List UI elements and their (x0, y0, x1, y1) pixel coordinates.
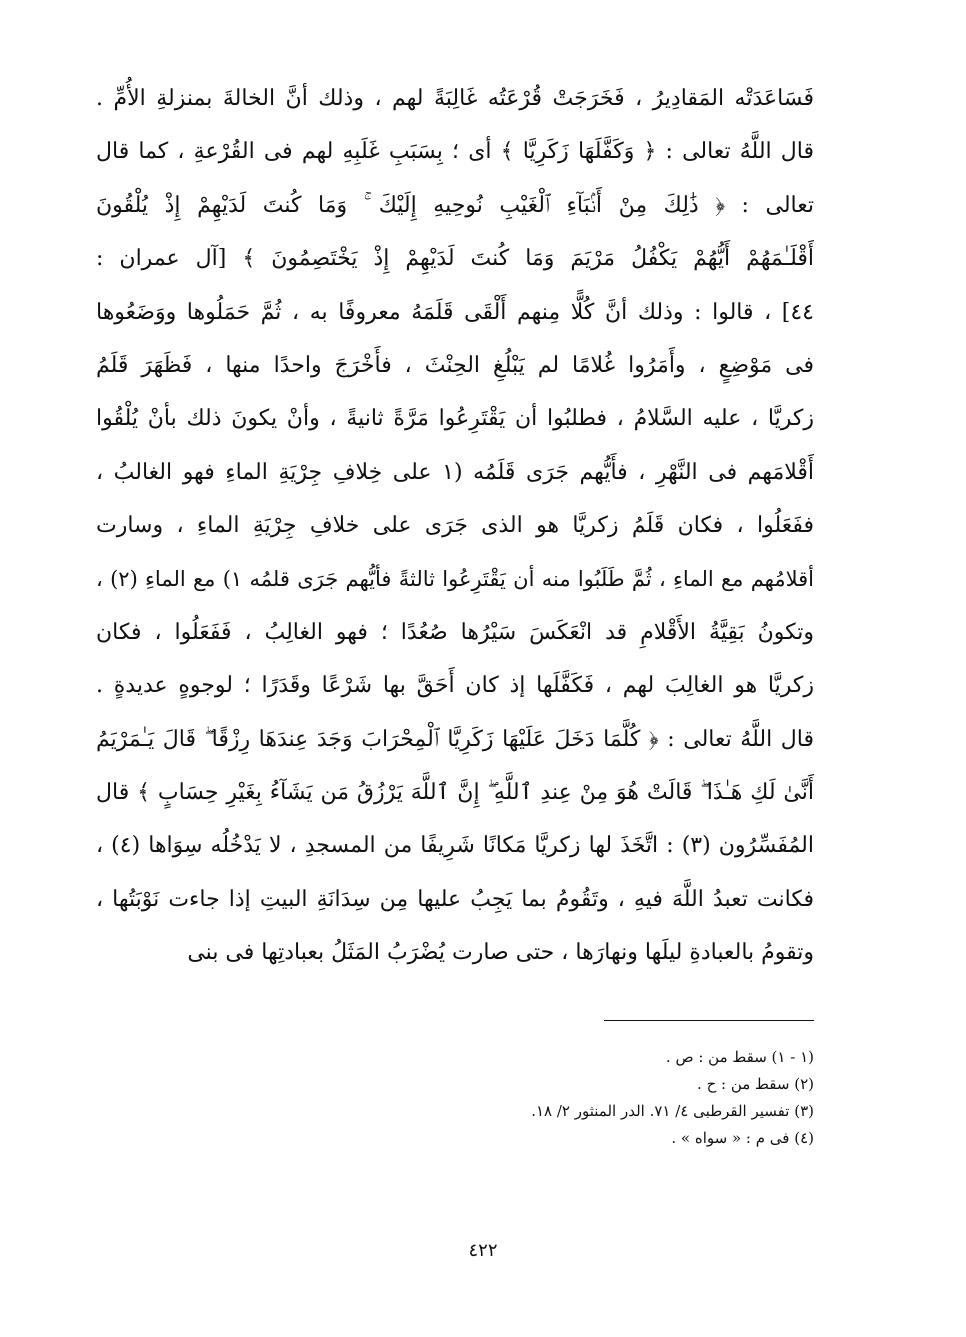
text-line: ٤٤] ، قالوا : وذلك أنَّ كُلًّا مِنهم أَلْقَى قَلَمَهُ معروفًا به ، ثُمَّ حَمَلُوها ووَضَعُوها (96, 299, 814, 325)
text-line: فكانت تعبدُ اللَّهَ فيهِ ، وتَقُومُ بما يَجِبُ عليها مِن سِدَانَةِ البيتِ إذا جاءت نَوْبَتُها ، (96, 886, 814, 912)
text-line: قال اللَّهُ تعالى : ﴿ وَكَفَّلَهَا زَكَرِيَّا ﴾ أى ؛ بِسَبَبِ غَلَبِهِ لهم فى القُرْعةِ ، كما قال (96, 139, 814, 165)
text-line: قال اللَّهُ تعالى : ﴿ كُلَّمَا دَخَلَ عَلَيْهَا زَكَرِيَّا ٱلْمِحْرَابَ وَجَدَ عِندَهَا رِزْقًا ۖ قَالَ يَـٰمَرْيَمُ (96, 726, 814, 752)
main-text (96, 72, 814, 980)
footnotes (300, 1044, 814, 1152)
footnote-divider (604, 1020, 814, 1021)
text-line: زكريَّا هو الغالِبَ لهم ، فَكَفَّلَها إذ كان أَحَقَّ بها شَرْعًا وقَدَرًا ؛ لوجوهٍ عديدةٍ . (96, 673, 814, 699)
footnote: (٢) سقط من : ح . (697, 1075, 814, 1093)
text-line: فَسَاعَدَتْه المَقادِيرُ ، فَخَرَجَتْ قُرْعَتُه غَالِبَةً لهم ، وذلك أنَّ الخالةَ بمنزلةِ الأُمِّ . (96, 86, 814, 111)
footnote: (٣) تفسير القرطبى ٤/ ٧١. الدر المنثور ٢/ ١٨. (531, 1102, 814, 1120)
footnote: (٤) فى م : « سواه » . (671, 1129, 814, 1147)
footnote: (١ - ١) سقط من : ص . (665, 1048, 814, 1066)
text-line: أقلامُهم مع الماءِ ، ثُمَّ طَلَبُوا منه أن يَقْتَرِعُوا ثالثةً فأيُّهم جَرَى قلمُه ١) مع الماءِ (٢) ، (96, 566, 814, 591)
text-line: وتكونُ بَقِيَّةُ الأَقْلامِ قد انْعَكَسَ سَيْرُها صُعُدًا ؛ فهو الغالِبُ ، فَفَعَلُوا ، فكان (96, 619, 814, 645)
text-line: ففَعَلُوا ، فكان قَلَمُ زكريَّا هو الذى جَرَى على خلافِ جِرْيَةِ الماءِ ، وسارت (96, 513, 814, 539)
text-line: زكريَّا ، عليه السَّلامُ ، فطلبُوا أن يَقْتَرِعُوا مَرَّةً ثانيةً ، وأنْ يكونَ ذلك بأنْ يُلْقُوا (96, 406, 814, 432)
text-line: المُفَسِّرُون (٣) : اتَّخَذَ لها زكريَّا مَكانًا شَرِيفًا من المسجدِ ، لا يَدْخُلُه سِوَاها (٤) ، (96, 833, 814, 859)
text-line: فى مَوْضِعٍ ، وأَمَرُوا غُلامًا لم يَبْلُغِ الحِنْثَ ، فأَخْرَجَ واحدًا منها ، فَظَهَرَ قَلَمُ (96, 352, 814, 378)
text-line: وتقومُ بالعبادةِ ليلَها ونهارَها ، حتى صارت يُضْرَبُ المَثَلُ بعبادتِها فى بنى (187, 940, 814, 966)
page-number: ٤٢٢ (468, 1240, 498, 1261)
text-line: تعالى : ﴿ ذَٰلِكَ مِنْ أَنۢبَآءِ ٱلْغَيْبِ نُوحِيهِ إِلَيْكَ ۚ وَمَا كُنتَ لَدَيْهِمْ إِذْ يُلْقُونَ (96, 192, 814, 218)
text-line: أَنَّىٰ لَكِ هَـٰذَا ۖ قَالَتْ هُوَ مِنْ عِندِ ٱللَّهِ ۖ إِنَّ ٱللَّهَ يَرْزُقُ مَن يَشَآءُ بِغَيْرِ حِسَابٍ ﴾ قال (96, 780, 814, 806)
text-line: أَقْلامَهم فى النَّهْرِ ، فأَيُّهم جَرَى قَلَمُه (١ على خِلافِ جِرْيَةِ الماءِ فهو الغالبُ ، (96, 459, 814, 485)
text-line: أَقْلَـٰمَهُمْ أَيُّهُمْ يَكْفُلُ مَرْيَمَ وَمَا كُنتَ لَدَيْهِمْ إِذْ يَخْتَصِمُونَ ﴾ [آل عمران : (96, 246, 814, 272)
